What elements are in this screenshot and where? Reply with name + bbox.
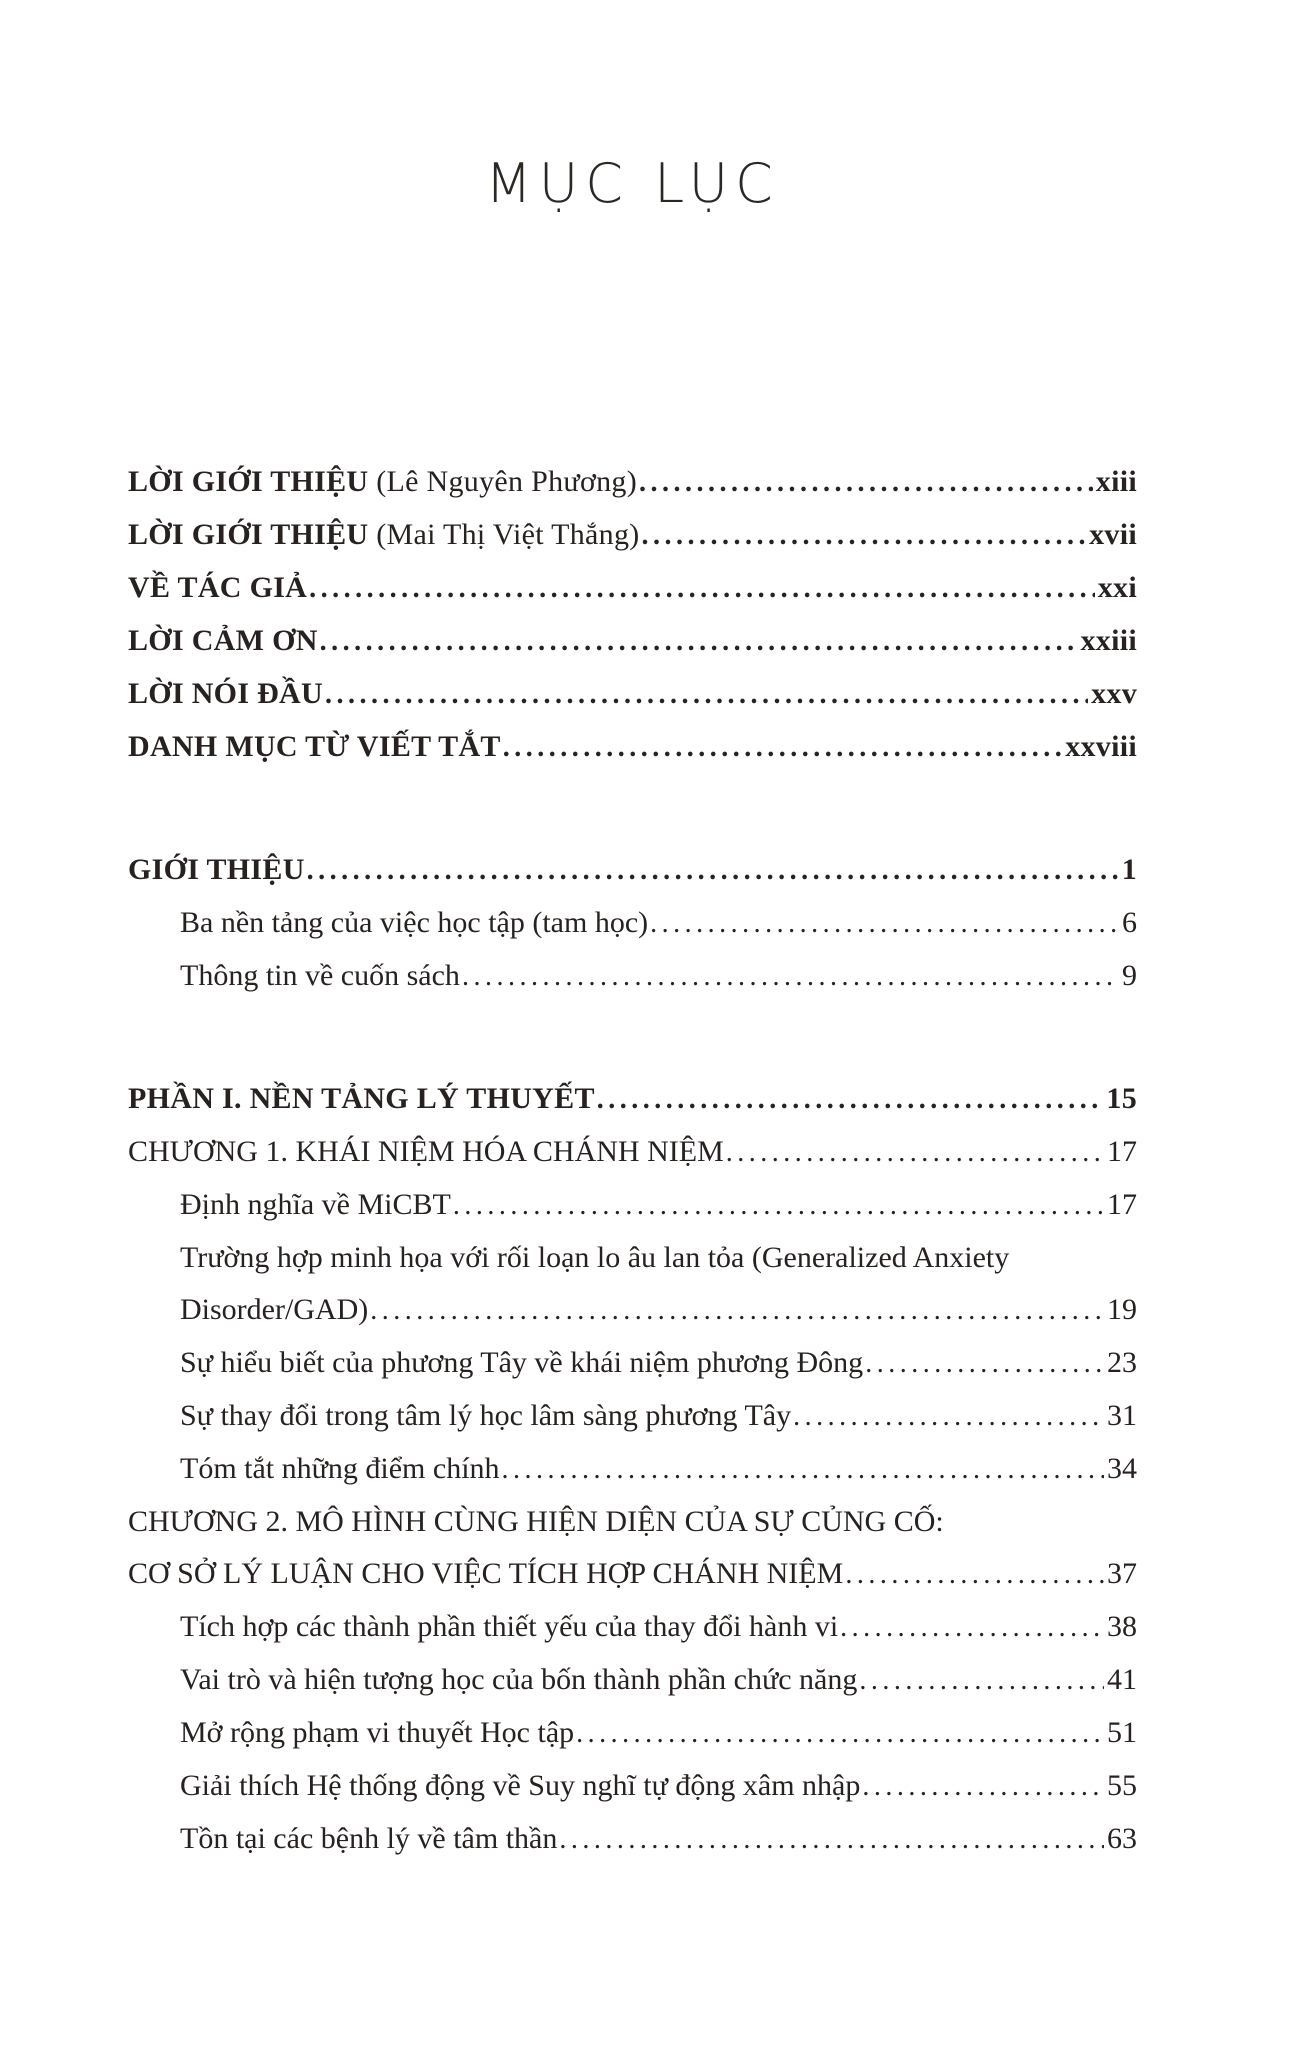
toc-entry-page: 51 <box>1107 1716 1137 1749</box>
toc-entry-text: Tồn tại các bệnh lý về tâm thần <box>180 1822 558 1855</box>
dot-leader <box>559 1813 1104 1866</box>
toc-entry-page: 17 <box>1107 1135 1137 1168</box>
toc-entry-page: xxi <box>1097 571 1137 604</box>
toc-entry-page: 37 <box>1107 1557 1137 1590</box>
toc-entry-subtitle: (Lê Nguyên Phương) <box>368 465 638 498</box>
dot-leader <box>576 1707 1104 1760</box>
toc-entry-text: Tóm tắt những điểm chính <box>180 1452 500 1485</box>
toc-entry-text: Sự thay đổi trong tâm lý học lâm sàng phương Tây <box>180 1399 792 1432</box>
toc-entry-page: 38 <box>1107 1610 1137 1643</box>
dot-leader <box>639 456 1093 509</box>
toc-entry-text: Thông tin về cuốn sách <box>180 959 460 992</box>
toc-entry-page: xiii <box>1095 465 1137 498</box>
toc-entry-page: 31 <box>1107 1399 1137 1432</box>
toc-entry <box>180 1232 1137 1337</box>
toc-entry-row <box>180 1760 1137 1813</box>
toc-entry-row <box>180 1337 1137 1390</box>
toc-entry-text: CHƯƠNG 1. KHÁI NIỆM HÓA CHÁNH NIỆM <box>128 1135 724 1168</box>
toc-entry-text: Giải thích Hệ thống động về Suy nghĩ tự động xâm nhập <box>180 1769 861 1802</box>
toc-entry-page: xxviii <box>1065 730 1137 763</box>
toc-entry-row <box>180 1443 1137 1496</box>
toc-entry <box>128 509 1137 562</box>
toc-entry-page: 15 <box>1106 1082 1137 1115</box>
toc-entry-text <box>128 668 323 720</box>
toc-entry <box>180 1707 1137 1760</box>
toc-entry-page: 55 <box>1107 1769 1137 1802</box>
dot-leader <box>840 1601 1104 1654</box>
dot-leader <box>325 668 1088 721</box>
toc-entry <box>180 1390 1137 1443</box>
toc-entry-text <box>128 844 305 896</box>
toc-entry-title: LỜI GIỚI THIỆU <box>128 465 369 498</box>
toc-entry <box>128 562 1137 615</box>
toc-entry-row <box>180 1284 1137 1337</box>
dot-leader <box>793 1390 1104 1443</box>
toc-entry <box>128 1496 1137 1601</box>
dot-leader <box>859 1654 1104 1707</box>
toc-entry-row <box>180 897 1137 950</box>
toc-entry-title: LỜI CẢM ƠN <box>128 624 318 657</box>
dot-leader <box>845 1548 1104 1601</box>
toc-entry-text: Trường hợp minh họa với rối loạn lo âu lan tỏa (Generalized Anxiety <box>180 1241 1010 1274</box>
toc-entry-row <box>180 1813 1137 1866</box>
toc-entry-row <box>180 1707 1137 1760</box>
toc-entry <box>180 1601 1137 1654</box>
toc-entry-text <box>128 456 637 508</box>
dot-leader <box>650 897 1119 950</box>
toc-entry-page: xvii <box>1089 518 1137 551</box>
toc-entry-page: 17 <box>1107 1188 1137 1221</box>
toc-entry-row <box>180 1601 1137 1654</box>
dot-leader <box>307 844 1119 897</box>
toc-entry-page: 23 <box>1107 1346 1137 1379</box>
toc-entry-row <box>180 1179 1137 1232</box>
toc-entry-text: Disorder/GAD) <box>180 1293 369 1326</box>
toc-entry-title: DANH MỤC TỪ VIẾT TẮT <box>128 730 501 763</box>
toc-entry-row <box>128 668 1137 721</box>
toc-entry-text: Tích hợp các thành phần thiết yếu của thay đổi hành vi <box>180 1610 839 1643</box>
toc-entry-row <box>128 1073 1137 1126</box>
toc-entry-title: PHẦN I. NỀN TẢNG LÝ THUYẾT <box>128 1082 595 1115</box>
toc-entry <box>128 721 1137 774</box>
toc-entry <box>128 1073 1137 1126</box>
toc-list <box>128 456 1137 1866</box>
toc-entry <box>180 950 1137 1003</box>
dot-leader <box>865 1337 1104 1390</box>
dot-leader <box>462 950 1119 1003</box>
toc-entry-row <box>128 615 1137 668</box>
toc-entry-page: 34 <box>1107 1452 1137 1485</box>
toc-entry <box>180 1337 1137 1390</box>
toc-entry-text: Ba nền tảng của việc học tập (tam học) <box>180 906 649 939</box>
toc-entry-text <box>128 509 640 561</box>
dot-leader <box>642 509 1087 562</box>
toc-entry <box>180 1813 1137 1866</box>
toc-entry-row <box>128 844 1137 897</box>
toc-entry-title: LỜI GIỚI THIỆU <box>128 518 369 551</box>
dot-leader <box>597 1073 1104 1126</box>
toc-entry-subtitle: (Mai Thị Việt Thắng) <box>368 518 640 551</box>
toc-entry-text <box>128 1073 595 1125</box>
toc-entry-page: 19 <box>1107 1293 1137 1326</box>
toc-entry <box>128 615 1137 668</box>
toc-entry <box>180 1760 1137 1813</box>
toc-entry-title: VỀ TÁC GIẢ <box>128 571 308 604</box>
toc-entry <box>180 897 1137 950</box>
toc-entry-row <box>128 1548 1137 1601</box>
toc-entry-page: 63 <box>1107 1822 1137 1855</box>
toc-entry-page: 1 <box>1121 853 1137 886</box>
toc-entry-row <box>128 509 1137 562</box>
dot-leader <box>862 1760 1104 1813</box>
toc-entry-row <box>128 721 1137 774</box>
toc-entry-text: Định nghĩa về MiCBT <box>180 1188 451 1221</box>
toc-entry-row <box>180 1390 1137 1443</box>
toc-entry <box>180 1443 1137 1496</box>
toc-entry-page: xxiii <box>1080 624 1137 657</box>
toc-entry-page: 9 <box>1122 959 1137 992</box>
toc-entry-text: Mở rộng phạm vi thuyết Học tập <box>180 1716 575 1749</box>
toc-entry <box>128 668 1137 721</box>
dot-leader <box>370 1284 1104 1337</box>
toc-entry-row <box>128 562 1137 615</box>
toc-entry-text: CHƯƠNG 2. MÔ HÌNH CÙNG HIỆN DIỆN CỦA SỰ CỦNG CỐ: <box>128 1505 944 1538</box>
toc-entry-row <box>180 1654 1137 1707</box>
toc-entry-page: xxv <box>1091 677 1137 710</box>
toc-entry <box>128 844 1137 897</box>
dot-leader <box>503 721 1062 774</box>
dot-leader <box>502 1443 1104 1496</box>
toc-entry-text <box>128 562 307 614</box>
toc-entry-title: LỜI NÓI ĐẦU <box>128 677 323 710</box>
dot-leader <box>453 1179 1104 1232</box>
dot-leader <box>320 615 1078 668</box>
toc-entry-page: 41 <box>1107 1663 1137 1696</box>
toc-entry-text: CƠ SỞ LÝ LUẬN CHO VIỆC TÍCH HỢP CHÁNH NIỆM <box>128 1557 844 1590</box>
dot-leader <box>309 562 1095 615</box>
toc-entry-text: Vai trò và hiện tượng học của bốn thành phần chức năng <box>180 1663 858 1696</box>
toc-entry <box>180 1654 1137 1707</box>
toc-entry <box>180 1179 1137 1232</box>
toc-entry <box>128 456 1137 509</box>
toc-entry-row <box>128 1126 1137 1179</box>
toc-entry-row <box>180 950 1137 1003</box>
toc-entry-row <box>128 456 1137 509</box>
page-title: MỤC LỤC <box>485 152 780 215</box>
toc-entry-text <box>128 615 318 667</box>
toc-entry-title: GIỚI THIỆU <box>128 853 305 886</box>
toc-entry-text: Sự hiểu biết của phương Tây về khái niệm phương Đông <box>180 1346 864 1379</box>
dot-leader <box>726 1126 1104 1179</box>
toc-entry <box>128 1126 1137 1179</box>
toc-entry-page: 6 <box>1122 906 1137 939</box>
toc-entry-text <box>128 721 501 773</box>
